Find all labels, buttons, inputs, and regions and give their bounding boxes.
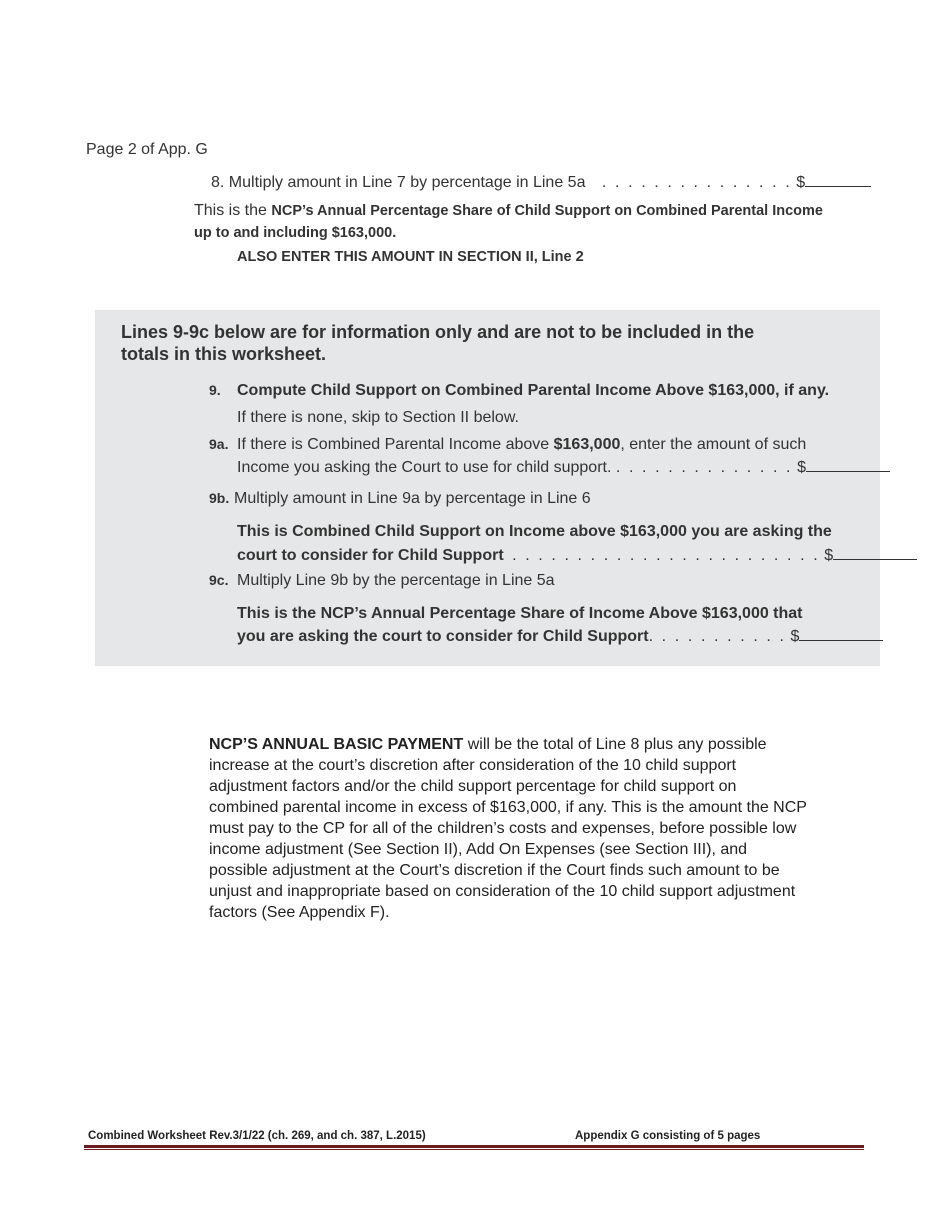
item-9a-line2-text: Income you asking the Court to use for child support. (237, 459, 612, 476)
item-9c-bold-line2-text: you are asking the court to consider for Child Support (237, 628, 649, 645)
line-8-label: 8. Multiply amount in Line 7 by percentage in Line 5a (211, 174, 586, 191)
item-9c-bold-line2 (237, 626, 883, 646)
annual-basic-payment-body: will be the total of Line 8 plus any possible increase at the court’s discretion after consideration of the 10 child support adjustment factors and/or the child support percentage for child support on combined parental income in excess of $163,000, if any. This is the amount the NCP must pay to the CP for all of the children’s costs and expenses, before possible low income adjustment (See Section II), Add On Expenses (see Section III), and possible adjustment at the Court’s discretion if the Court finds such amount to be unjust and inappropriate based on consideration of the 10 child support adjustment factors (See Appendix F). (209, 736, 807, 921)
footer-appendix-info: Appendix G consisting of 5 pages (575, 1130, 761, 1142)
item-9b-bold-line1: This is Combined Child Support on Income above $163,000 you are asking the (237, 523, 832, 540)
item-9a (209, 436, 806, 454)
item-9b-dots: . . . . . . . . . . . . . . . . . . . . . . . . (512, 547, 820, 564)
line-8-note-bold: NCP’s Annual Percentage Share of Child Support on Combined Parental Income up to and including $163,000. (194, 203, 823, 241)
footer-revision: Combined Worksheet Rev.3/1/22 (ch. 269, and ch. 387, L.2015) (88, 1130, 426, 1142)
line-8-note (194, 200, 834, 244)
page-label: Page 2 of App. G (86, 141, 208, 158)
item-9-title: Compute Child Support on Combined Parental Income Above $163,000, if any. (237, 382, 830, 399)
footer-rule-thin (84, 1149, 864, 1150)
item-9b-bold-line2 (237, 545, 917, 565)
item-9c-number: 9c. (209, 572, 229, 588)
item-9a-text-after: , enter the amount of such (620, 436, 807, 453)
item-9b-amount-field[interactable] (833, 545, 917, 560)
line-8-amount-field[interactable] (805, 172, 871, 187)
item-9-number: 9. (209, 382, 221, 398)
item-9a-text-before: If there is Combined Parental Income above (237, 436, 550, 453)
item-9a-amount-field[interactable] (806, 457, 890, 472)
item-9b-text: Multiply amount in Line 9a by percentage in Line 6 (234, 490, 591, 507)
line-8-note-prefix: This is the (194, 202, 267, 219)
line-8-dots: . . . . . . . . . . . . . . . (601, 174, 792, 191)
item-9 (209, 382, 829, 400)
item-9b-currency: $ (824, 547, 834, 564)
info-box-heading: Lines 9-9c below are for information only and are not to be included in the totals in this worksheet. (121, 322, 755, 364)
item-9c (209, 572, 555, 590)
item-9b-bold-line2-text: court to consider for Child Support (237, 547, 504, 564)
item-9a-amount: $163,000 (553, 436, 621, 453)
annual-basic-payment-paragraph (209, 734, 809, 923)
item-9c-currency: $ (790, 628, 800, 645)
line-8 (211, 172, 871, 192)
footer-rule-thick (84, 1145, 864, 1148)
annual-basic-payment-lead: NCP’S ANNUAL BASIC PAYMENT (209, 736, 464, 753)
item-9c-amount-field[interactable] (799, 626, 883, 641)
item-9a-dots: . . . . . . . . . . . . . . (615, 459, 793, 476)
item-9c-dots: . . . . . . . . . . . (648, 628, 787, 645)
item-9a-line2 (237, 457, 890, 477)
item-9b-number: 9b. (209, 490, 230, 506)
item-9b (209, 490, 591, 508)
item-9a-number: 9a. (209, 436, 229, 452)
item-9c-text: Multiply Line 9b by the percentage in Line 5a (237, 572, 555, 589)
item-9a-currency: $ (797, 459, 806, 476)
item-9c-bold-line1: This is the NCP’s Annual Percentage Share of Income Above $163,000 that (237, 605, 803, 622)
also-enter-instruction: ALSO ENTER THIS AMOUNT IN SECTION II, Line 2 (237, 249, 584, 265)
line-8-currency: $ (796, 174, 806, 191)
item-9-subtext: If there is none, skip to Section II below. (237, 409, 519, 426)
